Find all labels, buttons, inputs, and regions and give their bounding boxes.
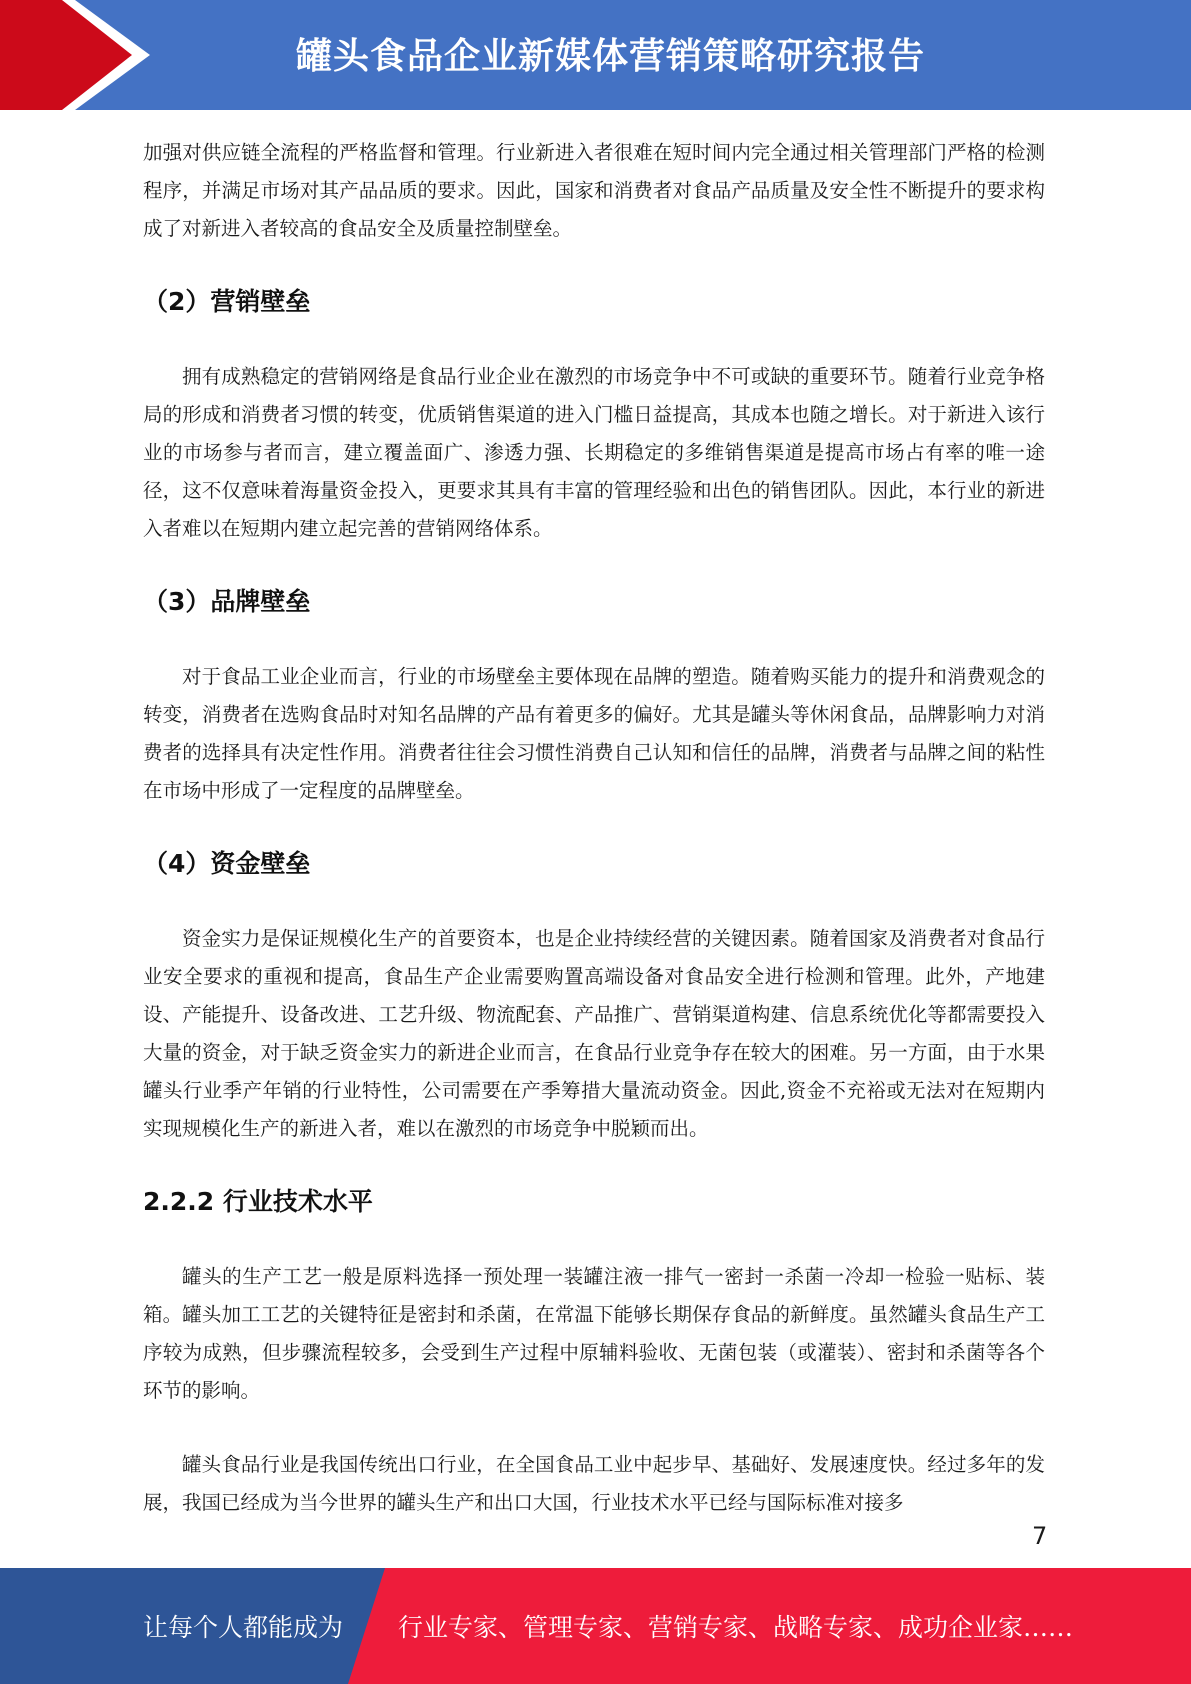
section-heading-marketing-barrier: （2）营销壁垒: [143, 287, 311, 316]
page-header: [0, 0, 1191, 110]
technology-process-paragraph: 罐头的生产工艺一般是原料选择一预处理一装罐注液一排气一密封一杀菌一冷却一检验一贴标、装箱。罐头加工工艺的关键特征是密封和杀菌，在常温下能够长期保存食品的新鲜度。虽然罐头食品生产工序较为成熟，但步骤流程较多，会受到生产过程中原辅料验收、无菌包装（或灌装）、密封和杀菌等各个环节的影响。: [143, 1265, 1045, 1402]
section-heading-capital-barrier: （4）资金壁垒: [143, 849, 311, 878]
header-chevron-decoration: [0, 0, 160, 110]
technology-industry-paragraph: 罐头食品行业是我国传统出口行业，在全国食品工业中起步早、基础好、发展速度快。经过多年的发展，我国已经成为当今世界的罐头生产和出口大国，行业技术水平已经与国际标准对接多: [143, 1453, 1045, 1514]
footer-slogan: 让每个人都能成为: [143, 1613, 344, 1642]
marketing-barrier-paragraph: 拥有成熟稳定的营销网络是食品行业企业在激烈的市场竞争中不可或缺的重要环节。随着行业竞争格局的形成和消费者习惯的转变，优质销售渠道的进入门槛日益提高，其成本也随之增长。对于新进入该行业的市场参与者而言，建立覆盖面广、渗透力强、长期稳定的多维销售渠道是提高市场占有率的唯一途径，这不仅意味着海量资金投入，更要求其具有丰富的管理经验和出色的销售团队。因此，本行业的新进入者难以在短期内建立起完善的营销网络体系。: [143, 365, 1045, 540]
page-number: 7: [1032, 1522, 1048, 1550]
capital-barrier-paragraph: 资金实力是保证规模化生产的首要资本，也是企业持续经营的关键因素。随着国家及消费者对食品行业安全要求的重视和提高，食品生产企业需要购置高端设备对食品安全进行检测和管理。此外，产地建设、产能提升、设备改进、工艺升级、物流配套、产品推广、营销渠道构建、信息系统优化等都需要投入大量的资金，对于缺乏资金实力的新进企业而言，在食品行业竞争存在较大的困难。另一方面，由于水果罐头行业季产年销的行业特性，公司需要在产季筹措大量流动资金。因此,资金不充裕或无法对在短期内实现规模化生产的新进入者，难以在激烈的市场竞争中脱颖而出。: [143, 927, 1045, 1140]
page-footer: [0, 1568, 1191, 1684]
intro-paragraph: 加强对供应链全流程的严格监督和管理。行业新进入者很难在短时间内完全通过相关管理部门严格的检测程序，并满足市场对其产品品质的要求。因此，国家和消费者对食品产品质量及安全性不断提升的要求构成了对新进入者较高的食品安全及质量控制壁垒。: [143, 141, 1045, 240]
report-title: 罐头食品企业新媒体营销策略研究报告: [296, 36, 926, 77]
section-heading-technology-level: 2.2.2 行业技术水平: [143, 1187, 373, 1216]
document-body: [143, 134, 1045, 1522]
footer-roles: 行业专家、管理专家、营销专家、战略专家、成功企业家……: [398, 1613, 1074, 1642]
brand-barrier-paragraph: 对于食品工业企业而言，行业的市场壁垒主要体现在品牌的塑造。随着购买能力的提升和消费观念的转变，消费者在选购食品时对知名品牌的产品有着更多的偏好。尤其是罐头等休闲食品，品牌影响力对消费者的选择具有决定性作用。消费者往往会习惯性消费自己认知和信任的品牌，消费者与品牌之间的粘性在市场中形成了一定程度的品牌壁垒。: [143, 665, 1045, 802]
section-heading-brand-barrier: （3）品牌壁垒: [143, 587, 311, 616]
